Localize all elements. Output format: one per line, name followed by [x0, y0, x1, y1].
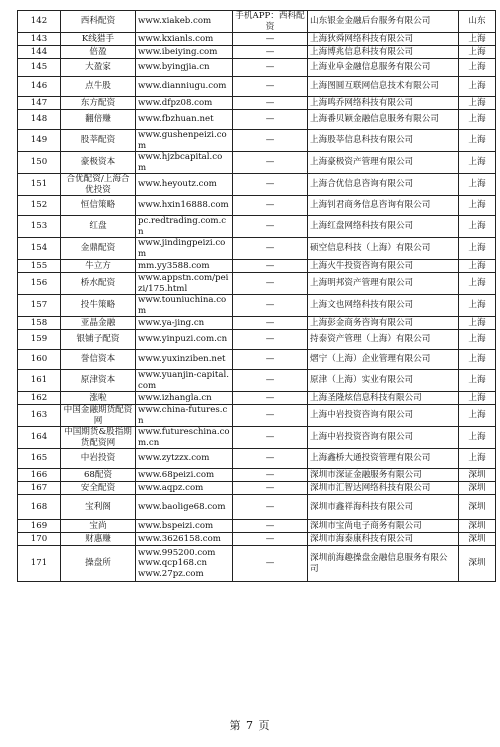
platform-url: www.heyoutz.com: [136, 174, 233, 196]
operating-company: 持泰资产管理（上海）有限公司: [308, 330, 459, 350]
platform-app: —: [233, 196, 308, 216]
platform-url: www.fbzhuan.net: [136, 110, 233, 130]
platform-url: www.kxianls.com: [136, 33, 233, 46]
platform-app: —: [233, 482, 308, 495]
document-page: [17, 10, 486, 582]
region: 上海: [459, 77, 496, 97]
region: 上海: [459, 97, 496, 110]
platform-name: 宝利阁: [61, 495, 136, 520]
region: 深圳: [459, 469, 496, 482]
region: 深圳: [459, 546, 496, 582]
platform-app: —: [233, 174, 308, 196]
platform-app: —: [233, 330, 308, 350]
operating-company: 上海股莘信息科技有限公司: [308, 130, 459, 152]
platform-name: 安全配资: [61, 482, 136, 495]
platform-name: 中国期货&股指期货配资网: [61, 427, 136, 449]
table-row: [18, 33, 496, 46]
row-number: 170: [18, 533, 61, 546]
operating-company: 上海图圆互联网信息技术有限公司: [308, 77, 459, 97]
platform-url: www.ibeiying.com: [136, 46, 233, 59]
table-row: [18, 216, 496, 238]
table-row: [18, 59, 496, 77]
platform-app: —: [233, 110, 308, 130]
operating-company: 深圳市深证金融服务有限公司: [308, 469, 459, 482]
platform-url: www.aqpz.com: [136, 482, 233, 495]
operating-company: 上海番贝颖金融信息服务有限公司: [308, 110, 459, 130]
platform-app: —: [233, 370, 308, 392]
table-row: [18, 196, 496, 216]
platform-name: 誉信资本: [61, 350, 136, 370]
platform-url: www.yuxinziben.net: [136, 350, 233, 370]
operating-company: 上海中岩投资咨询有限公司: [308, 427, 459, 449]
region: 山东: [459, 11, 496, 33]
platform-name: 金鼎配资: [61, 238, 136, 260]
platform-url: www.ya-jing.cn: [136, 317, 233, 330]
platform-name: 财惠赚: [61, 533, 136, 546]
region: 上海: [459, 238, 496, 260]
table-row: [18, 174, 496, 196]
platform-name: 东方配资: [61, 97, 136, 110]
region: 上海: [459, 350, 496, 370]
row-number: 146: [18, 77, 61, 97]
region: 上海: [459, 330, 496, 350]
operating-company: 上海钊君商务信息咨询有限公司: [308, 196, 459, 216]
platform-url: www.baolige68.com: [136, 495, 233, 520]
platform-app: —: [233, 495, 308, 520]
platform-name: 亚晶金融: [61, 317, 136, 330]
row-number: 168: [18, 495, 61, 520]
row-number: 149: [18, 130, 61, 152]
table-row: [18, 533, 496, 546]
platform-app: —: [233, 469, 308, 482]
platform-name: 银铺子配资: [61, 330, 136, 350]
platform-app: —: [233, 97, 308, 110]
operating-company: 上海鸣乔网络科技有限公司: [308, 97, 459, 110]
operating-company: 上海博兆信息科技有限公司: [308, 46, 459, 59]
platform-name: 股莘配资: [61, 130, 136, 152]
operating-company: 上海豪极资产管理有限公司: [308, 152, 459, 174]
table-row: [18, 238, 496, 260]
platform-app: —: [233, 405, 308, 427]
table-row: [18, 405, 496, 427]
operating-company: 深圳市鑫祥海科技有限公司: [308, 495, 459, 520]
table-row: [18, 330, 496, 350]
platform-url: www.izhangla.cn: [136, 392, 233, 405]
row-number: 171: [18, 546, 61, 582]
operating-company: 深圳市宝尚电子商务有限公司: [308, 520, 459, 533]
region: 上海: [459, 260, 496, 273]
platform-url: www.china-futures.cn: [136, 405, 233, 427]
operating-company: 深圳前海趣操盘金融信息服务有限公司: [308, 546, 459, 582]
platform-name: K线猎手: [61, 33, 136, 46]
operating-company: 上海红盘网络科技有限公司: [308, 216, 459, 238]
table-row: [18, 427, 496, 449]
row-number: 158: [18, 317, 61, 330]
row-number: 148: [18, 110, 61, 130]
operating-company: 上海彭金商务咨询有限公司: [308, 317, 459, 330]
platform-app: —: [233, 317, 308, 330]
platform-app: —: [233, 130, 308, 152]
row-number: 165: [18, 449, 61, 469]
row-number: 152: [18, 196, 61, 216]
operating-company: 上海文也网络科技有限公司: [308, 295, 459, 317]
platform-app: —: [233, 77, 308, 97]
platform-app: —: [233, 520, 308, 533]
region: 上海: [459, 196, 496, 216]
table-row: [18, 11, 496, 33]
platform-app: —: [233, 273, 308, 295]
operating-company: 上海中岩投资咨询有限公司: [308, 405, 459, 427]
platform-url: www.zytzzx.com: [136, 449, 233, 469]
platform-url: www.dianniugu.com: [136, 77, 233, 97]
table-row: [18, 482, 496, 495]
page-number: 第 7 页: [229, 719, 271, 732]
platform-url: www.995200.com www.qcp168.cn www.27pz.com: [136, 546, 233, 582]
platform-name: 宝尚: [61, 520, 136, 533]
platform-app: —: [233, 216, 308, 238]
platform-url: www.bspeizi.com: [136, 520, 233, 533]
platform-name: 牛立方: [61, 260, 136, 273]
platform-app: 手机APP：西科配资: [233, 11, 308, 33]
region: 上海: [459, 427, 496, 449]
table-row: [18, 295, 496, 317]
row-number: 156: [18, 273, 61, 295]
row-number: 154: [18, 238, 61, 260]
operating-company: 上海鑫桥大通投资管理有限公司: [308, 449, 459, 469]
region: 上海: [459, 449, 496, 469]
platform-name: 68配资: [61, 469, 136, 482]
platform-name: 涨啦: [61, 392, 136, 405]
row-number: 169: [18, 520, 61, 533]
table-row: [18, 495, 496, 520]
platform-app: —: [233, 33, 308, 46]
platform-url: www.futureschina.com.cn: [136, 427, 233, 449]
row-number: 162: [18, 392, 61, 405]
platform-url: www.68peizi.com: [136, 469, 233, 482]
platform-app: —: [233, 152, 308, 174]
platform-app: —: [233, 59, 308, 77]
platform-url: www.appstn.com/peizi/175.html: [136, 273, 233, 295]
row-number: 142: [18, 11, 61, 33]
region: 深圳: [459, 495, 496, 520]
operating-company: 熠宁（上海）企业管理有限公司: [308, 350, 459, 370]
platform-url: www.jindingpeizi.com: [136, 238, 233, 260]
platform-name: 大盈家: [61, 59, 136, 77]
platform-name: 原津资本: [61, 370, 136, 392]
row-number: 153: [18, 216, 61, 238]
table-row: [18, 77, 496, 97]
operating-company: 上海合优信息咨询有限公司: [308, 174, 459, 196]
region: 深圳: [459, 482, 496, 495]
table-row: [18, 260, 496, 273]
table-row: [18, 273, 496, 295]
platform-url: mm.yy3588.com: [136, 260, 233, 273]
row-number: 164: [18, 427, 61, 449]
platform-name: 投牛策略: [61, 295, 136, 317]
platform-name: 恒信策略: [61, 196, 136, 216]
operating-company: 上海圣隆炫信息科技有限公司: [308, 392, 459, 405]
platform-app: —: [233, 238, 308, 260]
operating-company: 上海明邦资产管理有限公司: [308, 273, 459, 295]
row-number: 143: [18, 33, 61, 46]
platform-app: —: [233, 449, 308, 469]
platform-app: —: [233, 427, 308, 449]
platform-name: 桥水配资: [61, 273, 136, 295]
platform-app: —: [233, 295, 308, 317]
region: 上海: [459, 317, 496, 330]
platform-app: —: [233, 533, 308, 546]
table-row: [18, 350, 496, 370]
region: 上海: [459, 59, 496, 77]
platform-url: www.hxin16888.com: [136, 196, 233, 216]
platform-name: 操盘所: [61, 546, 136, 582]
table-body: [18, 11, 496, 582]
platform-url: www.yinpuzi.com.cn: [136, 330, 233, 350]
region: 深圳: [459, 520, 496, 533]
platform-name: 中国金融期货配资网: [61, 405, 136, 427]
region: 深圳: [459, 533, 496, 546]
region: 上海: [459, 152, 496, 174]
platform-name: 西科配资: [61, 11, 136, 33]
platform-name: 红盘: [61, 216, 136, 238]
operating-company: 上海业阜金融信息服务有限公司: [308, 59, 459, 77]
platform-url: www.touniuchina.com: [136, 295, 233, 317]
platform-url: www.3626158.com: [136, 533, 233, 546]
row-number: 157: [18, 295, 61, 317]
row-number: 147: [18, 97, 61, 110]
platform-url: www.xiakeb.com: [136, 11, 233, 33]
platform-name: 点牛股: [61, 77, 136, 97]
platform-app: —: [233, 546, 308, 582]
operating-company: 硕空信息科技（上海）有限公司: [308, 238, 459, 260]
platform-table: [17, 10, 496, 582]
row-number: 160: [18, 350, 61, 370]
region: 上海: [459, 295, 496, 317]
table-row: [18, 370, 496, 392]
region: 上海: [459, 216, 496, 238]
operating-company: 山东银金金融后台服务有限公司: [308, 11, 459, 33]
table-row: [18, 520, 496, 533]
platform-url: www.dfpz08.com: [136, 97, 233, 110]
region: 上海: [459, 273, 496, 295]
row-number: 145: [18, 59, 61, 77]
platform-app: —: [233, 392, 308, 405]
platform-url: www.yuanjin-capital.com: [136, 370, 233, 392]
operating-company: 深圳市海泰康科技有限公司: [308, 533, 459, 546]
platform-url: www.gushenpeizi.com: [136, 130, 233, 152]
platform-name: 合优配资/上海合优投资: [61, 174, 136, 196]
platform-name: 中岩投资: [61, 449, 136, 469]
row-number: 161: [18, 370, 61, 392]
platform-url: www.hjzbcapital.com: [136, 152, 233, 174]
platform-name: 豪极资本: [61, 152, 136, 174]
operating-company: 深圳市汇智达网络科技有限公司: [308, 482, 459, 495]
region: 上海: [459, 130, 496, 152]
platform-app: —: [233, 46, 308, 59]
region: 上海: [459, 392, 496, 405]
region: 上海: [459, 46, 496, 59]
table-row: [18, 546, 496, 582]
platform-app: —: [233, 350, 308, 370]
platform-url: pc.redtrading.com.cn: [136, 216, 233, 238]
row-number: 163: [18, 405, 61, 427]
row-number: 167: [18, 482, 61, 495]
row-number: 155: [18, 260, 61, 273]
platform-name: 倍盈: [61, 46, 136, 59]
table-row: [18, 449, 496, 469]
platform-url: www.byingjia.cn: [136, 59, 233, 77]
platform-app: —: [233, 260, 308, 273]
table-row: [18, 469, 496, 482]
row-number: 159: [18, 330, 61, 350]
table-row: [18, 130, 496, 152]
table-row: [18, 97, 496, 110]
operating-company: 上海火牛投资咨询有限公司: [308, 260, 459, 273]
table-row: [18, 152, 496, 174]
row-number: 166: [18, 469, 61, 482]
table-row: [18, 317, 496, 330]
operating-company: 原津（上海）实业有限公司: [308, 370, 459, 392]
region: 上海: [459, 33, 496, 46]
table-row: [18, 392, 496, 405]
row-number: 144: [18, 46, 61, 59]
region: 上海: [459, 110, 496, 130]
row-number: 151: [18, 174, 61, 196]
region: 上海: [459, 370, 496, 392]
table-row: [18, 110, 496, 130]
row-number: 150: [18, 152, 61, 174]
table-row: [18, 46, 496, 59]
region: 上海: [459, 174, 496, 196]
platform-name: 翻倍赚: [61, 110, 136, 130]
operating-company: 上海狄舜网络科技有限公司: [308, 33, 459, 46]
region: 上海: [459, 405, 496, 427]
